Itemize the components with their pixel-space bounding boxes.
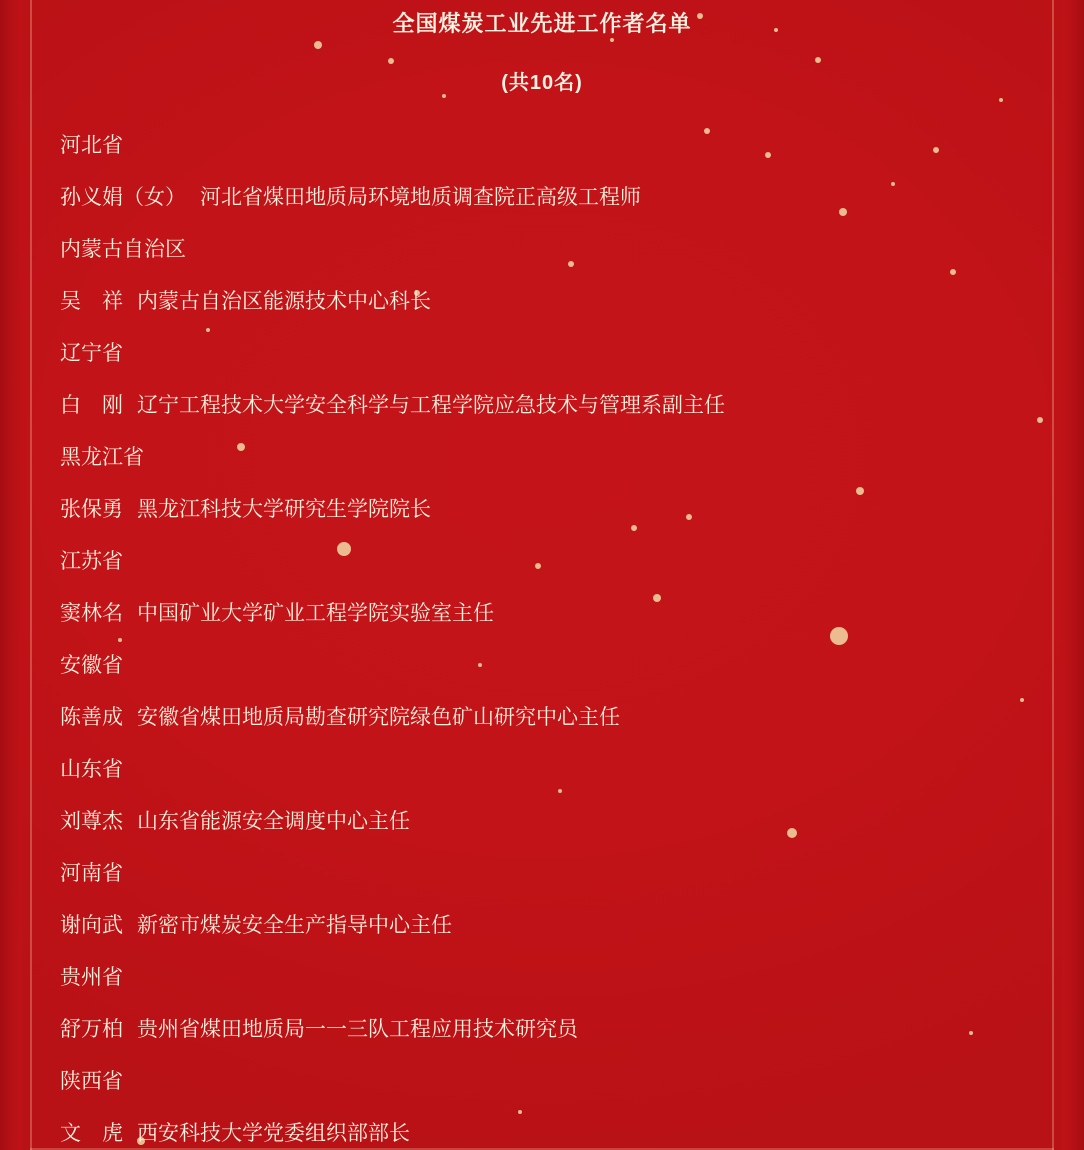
province-group [34, 1056, 1050, 1150]
honoree-title: 内蒙古自治区能源技术中心科长 [137, 290, 431, 313]
list-item [34, 380, 1050, 432]
province-heading: 安徽省 [60, 654, 123, 677]
honoree-name: 吴 祥 [60, 290, 123, 313]
province-heading: 河北省 [60, 134, 123, 157]
province-group [34, 432, 1050, 536]
honoree-name: 张保勇 [60, 498, 123, 521]
list-item [34, 1004, 1050, 1056]
province-heading: 内蒙古自治区 [60, 238, 186, 261]
province-group [34, 536, 1050, 640]
honoree-title: 辽宁工程技术大学安全科学与工程学院应急技术与管理系副主任 [137, 394, 725, 417]
honoree-title: 山东省能源安全调度中心主任 [137, 810, 410, 833]
province-group [34, 328, 1050, 432]
honoree-name: 白 刚 [60, 394, 123, 417]
province-group [34, 640, 1050, 744]
list-item [34, 276, 1050, 328]
honoree-title: 西安科技大学党委组织部部长 [137, 1122, 410, 1145]
province-group [34, 848, 1050, 952]
honoree-name: 谢向武 [60, 914, 123, 937]
list-item [34, 484, 1050, 536]
honoree-name: 舒万柏 [60, 1018, 123, 1041]
province-heading: 贵州省 [60, 966, 123, 989]
list-item [34, 900, 1050, 952]
list-item [34, 1108, 1050, 1150]
page-title: 全国煤炭工业先进工作者名单 [392, 11, 692, 36]
honoree-title: 贵州省煤田地质局一一三队工程应用技术研究员 [137, 1018, 578, 1041]
honoree-list [34, 120, 1050, 1150]
honoree-title: 安徽省煤田地质局勘查研究院绿色矿山研究中心主任 [137, 706, 620, 729]
list-item [34, 692, 1050, 744]
honoree-title: 中国矿业大学矿业工程学院实验室主任 [137, 602, 494, 625]
province-heading: 辽宁省 [60, 342, 123, 365]
honoree-name: 孙义娟（女） [60, 186, 186, 209]
list-item [34, 172, 1050, 224]
province-group [34, 224, 1050, 328]
list-item [34, 796, 1050, 848]
honoree-name: 刘尊杰 [60, 810, 123, 833]
honoree-name: 窦林名 [60, 602, 123, 625]
list-item [34, 588, 1050, 640]
honoree-name: 陈善成 [60, 706, 123, 729]
province-heading: 河南省 [60, 862, 123, 885]
honoree-name: 文 虎 [60, 1122, 123, 1145]
province-group [34, 120, 1050, 224]
honoree-title: 黑龙江科技大学研究生学院院长 [137, 498, 431, 521]
province-group [34, 744, 1050, 848]
honoree-title: 河北省煤田地质局环境地质调查院正高级工程师 [200, 186, 641, 209]
province-heading: 江苏省 [60, 550, 123, 573]
honoree-title: 新密市煤炭安全生产指导中心主任 [137, 914, 452, 937]
province-heading: 黑龙江省 [60, 446, 144, 469]
province-group [34, 952, 1050, 1056]
page-subtitle: (共10名) [501, 72, 583, 94]
province-heading: 山东省 [60, 758, 123, 781]
province-heading: 陕西省 [60, 1070, 123, 1093]
